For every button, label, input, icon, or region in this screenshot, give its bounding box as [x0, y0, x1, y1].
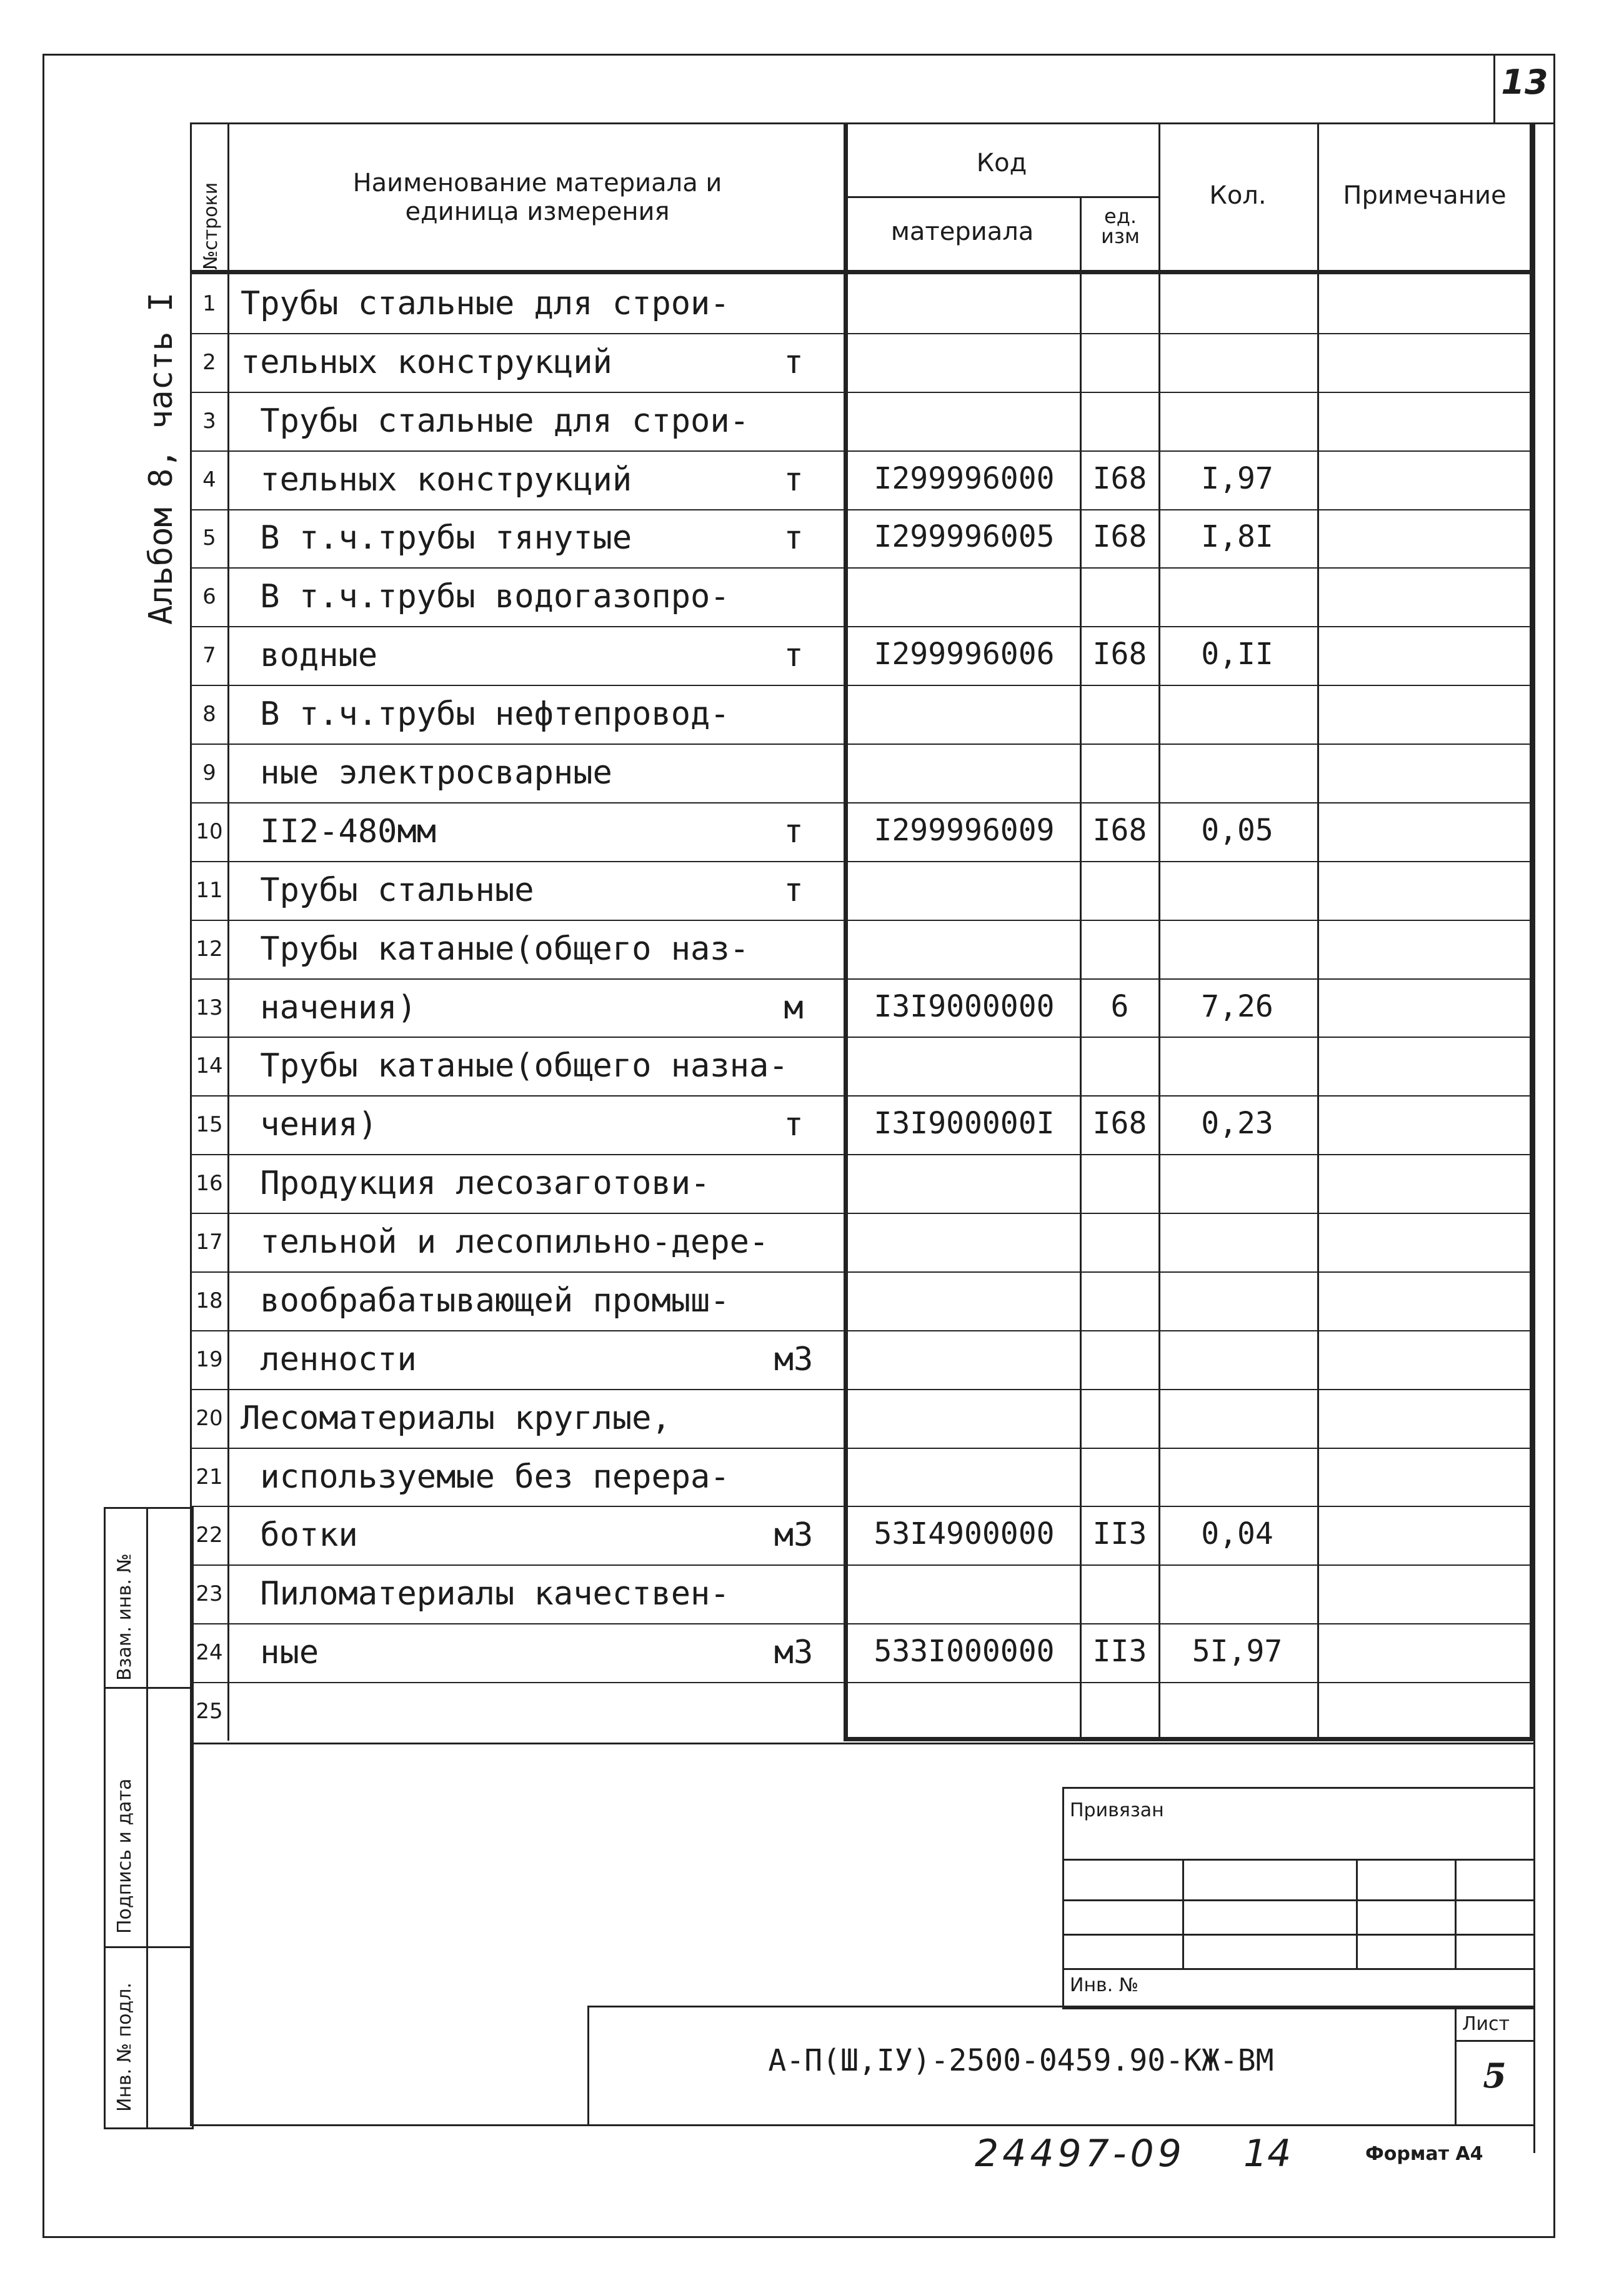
- inv-no-label: Инв. №: [1070, 1974, 1139, 1996]
- material-unit: м3: [774, 1340, 814, 1378]
- material-name: тельных конструкций: [241, 460, 632, 499]
- binding-label: Привязан: [1070, 1799, 1164, 1821]
- header-code: Код: [976, 149, 1027, 177]
- stamp-inv-podl: Инв. № подл.: [114, 1982, 136, 2112]
- material-name: Трубы стальные: [241, 871, 534, 909]
- material-name: Трубы катаные(общего наз-: [241, 930, 749, 968]
- row-number: 9: [202, 760, 216, 785]
- sheet-number: 5: [1483, 2056, 1507, 2096]
- side-label: Альбом 8, часть I: [142, 292, 180, 625]
- row-number: 21: [196, 1464, 223, 1490]
- header-qty: Кол.: [1209, 181, 1267, 210]
- material-name: Продукция лесозаготови-: [241, 1165, 710, 1203]
- quantity: 5I,97: [1192, 1634, 1283, 1669]
- material-unit: т: [784, 637, 804, 675]
- material-name: Трубы катаные(общего назна-: [241, 1047, 789, 1085]
- material-name: водные: [241, 637, 378, 675]
- material-name: Пиломатериалы качествен-: [241, 1575, 730, 1613]
- row-number: 24: [196, 1640, 223, 1666]
- row-number: 16: [196, 1171, 223, 1196]
- material-unit: м3: [774, 1516, 814, 1554]
- material-code: I299996005: [874, 519, 1055, 555]
- quantity: I,8I: [1201, 519, 1273, 555]
- row-number: 7: [202, 643, 216, 669]
- material-name: чения): [241, 1106, 378, 1144]
- row-number: 1: [202, 291, 216, 316]
- table-row: [190, 1682, 1533, 1741]
- row-number: 20: [196, 1405, 223, 1431]
- unit-code: I68: [1092, 460, 1147, 496]
- material-code: 533I000000: [874, 1634, 1055, 1669]
- row-number: 18: [196, 1288, 223, 1313]
- row-number: 19: [196, 1346, 223, 1372]
- unit-code: I68: [1092, 812, 1147, 848]
- material-unit: т: [784, 1106, 804, 1144]
- footer-number: 24497-09: [975, 2132, 1185, 2176]
- row-number: 5: [202, 525, 216, 551]
- material-name: начения): [241, 988, 417, 1027]
- header-material: материала: [890, 217, 1034, 246]
- unit-code: II3: [1092, 1634, 1147, 1669]
- material-code: 53I4900000: [874, 1516, 1055, 1552]
- row-number: 3: [202, 408, 216, 434]
- row-number: 8: [202, 702, 216, 727]
- stamp-vzam: Взам. инв. №: [114, 1553, 136, 1681]
- material-name: ленности: [241, 1340, 417, 1378]
- row-number: 13: [196, 995, 223, 1020]
- material-name: Лесоматериалы круглые,: [241, 1399, 671, 1437]
- unit-code: II3: [1092, 1516, 1147, 1552]
- material-unit: т: [784, 519, 804, 557]
- material-name: Трубы стальные для строи-: [241, 284, 730, 322]
- material-name: II2-480мм: [241, 812, 437, 850]
- material-name: В т.ч.трубы нефтепровод-: [241, 695, 730, 734]
- stamp-podpis: Подпись и дата: [114, 1778, 136, 1934]
- row-number: 25: [196, 1699, 223, 1724]
- material-name: Трубы стальные для строи-: [241, 402, 749, 440]
- header-unit: ед. изм: [1101, 204, 1140, 248]
- footer-page: 14: [1243, 2132, 1292, 2176]
- row-number: 10: [196, 818, 223, 844]
- quantity: 7,26: [1201, 988, 1273, 1024]
- material-name: В т.ч.трубы водогазопро-: [241, 578, 730, 616]
- row-number: 12: [196, 936, 223, 962]
- row-number: 17: [196, 1230, 223, 1255]
- row-number: 23: [196, 1581, 223, 1607]
- quantity: 0,23: [1201, 1106, 1273, 1142]
- material-unit: т: [784, 812, 804, 850]
- material-code: I299996006: [874, 637, 1055, 672]
- header-rownum: №строки: [200, 182, 222, 270]
- row-number: 14: [196, 1053, 223, 1079]
- designation: А-П(Ш,IУ)-2500-0459.90-КЖ-ВМ: [768, 2043, 1274, 2078]
- material-unit: м: [784, 988, 804, 1027]
- row-number: 6: [202, 584, 216, 610]
- row-number: 15: [196, 1112, 223, 1138]
- quantity: 0,II: [1201, 637, 1273, 672]
- material-name: ботки: [241, 1516, 358, 1554]
- material-code: I3I900000I: [874, 1106, 1055, 1142]
- material-unit: т: [784, 460, 804, 499]
- quantity: I,97: [1201, 460, 1273, 496]
- header-note: Примечание: [1343, 181, 1507, 210]
- material-name: В т.ч.трубы тянутые: [241, 519, 632, 557]
- row-number: 22: [196, 1523, 223, 1548]
- sheet-label: Лист: [1462, 2013, 1510, 2035]
- bottom-block: [190, 1741, 286, 2126]
- material-unit: т: [784, 871, 804, 909]
- footer-format: Формат А4: [1365, 2143, 1483, 2165]
- row-number: 4: [202, 467, 216, 492]
- material-code: I3I9000000: [874, 988, 1055, 1024]
- quantity: 0,04: [1201, 1516, 1273, 1552]
- row-number: 2: [202, 349, 216, 375]
- material-name: тельной и лесопильно-дере-: [241, 1223, 769, 1261]
- unit-code: 6: [1110, 988, 1129, 1024]
- material-code: I299996009: [874, 812, 1055, 848]
- material-name: используемые без перера-: [241, 1458, 730, 1496]
- material-unit: т: [784, 343, 804, 381]
- row-number: 11: [196, 877, 223, 903]
- unit-code: I68: [1092, 1106, 1147, 1142]
- unit-code: I68: [1092, 637, 1147, 672]
- header-name: Наименование материала и единица измерения: [352, 169, 722, 226]
- quantity: 0,05: [1201, 812, 1273, 848]
- material-name: вообрабатывающей промыш-: [241, 1281, 730, 1320]
- page-number: 13: [1501, 62, 1548, 102]
- material-code: I299996000: [874, 460, 1055, 496]
- material-name: ные электросварные: [241, 754, 612, 792]
- material-name: ные: [241, 1634, 319, 1672]
- unit-code: I68: [1092, 519, 1147, 555]
- material-name: тельных конструкций: [241, 343, 612, 381]
- material-unit: м3: [774, 1634, 814, 1672]
